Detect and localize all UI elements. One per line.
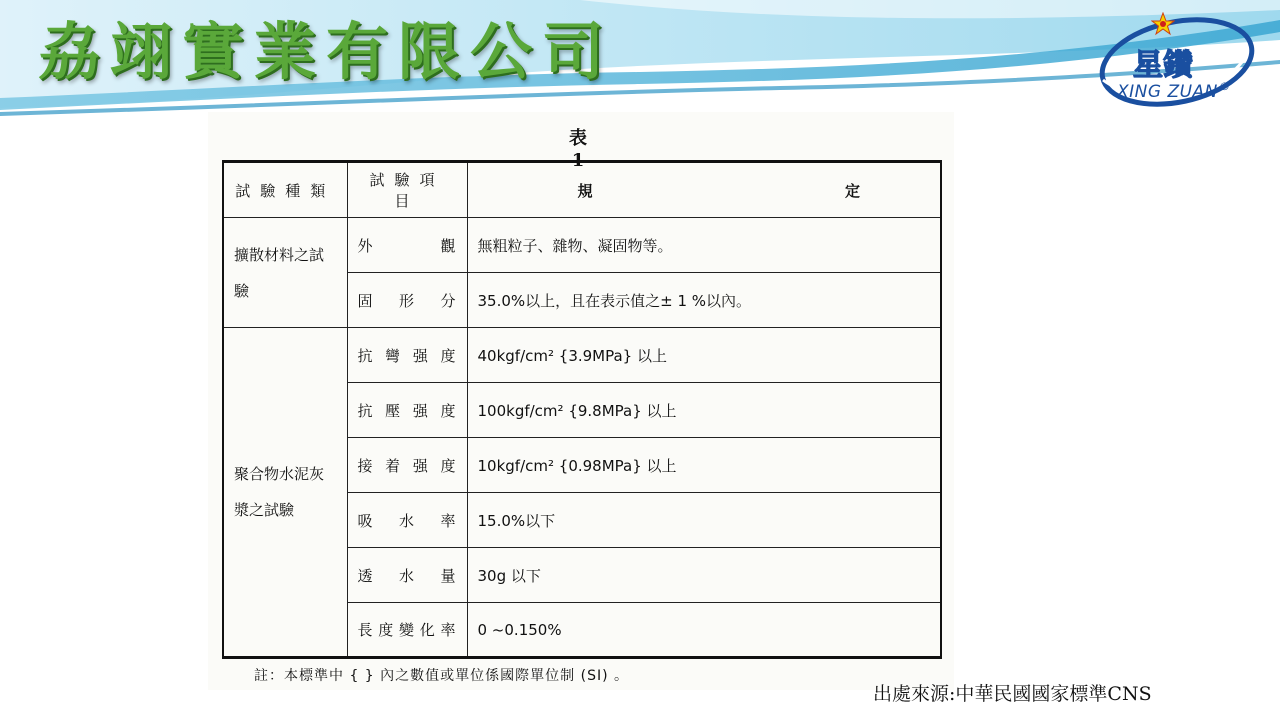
spec-cell: 35.0%以上，且在表示值之± 1 %以內。 [467, 273, 941, 328]
test-item-char: 彎 [385, 346, 402, 365]
registered-mark: ® [1219, 80, 1230, 93]
header-test-type: 試驗種類 [223, 162, 347, 218]
test-item-char: 度 [440, 401, 457, 420]
test-item-char: 率 [440, 511, 457, 530]
test-item-char: 水 [398, 511, 415, 530]
header-spec-left: 規 [577, 181, 593, 200]
test-item-char: 接 [357, 456, 374, 475]
table-note: 註：本標準中 { } 內之數值或單位係國際單位制 (SI) 。 [254, 668, 630, 684]
test-item-char: 量 [440, 566, 457, 585]
test-item-char: 率 [440, 621, 457, 639]
spec-cell: 0 ~0.150% [467, 603, 941, 658]
spec-cell: 15.0%以下 [467, 493, 941, 548]
test-item-char: 抗 [357, 346, 374, 365]
test-item-char: 觀 [440, 236, 457, 255]
test-item-char: 固 [357, 291, 374, 310]
company-title: 劦翊實業有限公司 [38, 15, 615, 88]
test-item-char: 變 [398, 621, 415, 639]
table-row [223, 218, 941, 273]
test-item-cell [347, 328, 467, 383]
header-spec [467, 162, 941, 218]
spec-cell: 30g 以下 [467, 548, 941, 603]
test-item-cell [347, 273, 467, 328]
table-header-row [223, 162, 941, 218]
logo-cn-text: 星鑽 [1133, 48, 1193, 83]
brand-logo [1095, 10, 1255, 115]
test-item-cell [347, 218, 467, 273]
test-item-char: 吸 [357, 511, 374, 530]
test-item-char: 度 [440, 456, 457, 475]
test-item-char: 壓 [385, 401, 402, 420]
test-item-char: 透 [357, 566, 374, 585]
test-item-cell [347, 548, 467, 603]
test-item-cell [347, 383, 467, 438]
test-item-char: 着 [385, 456, 402, 475]
test-item-char: 外 [357, 236, 374, 255]
spec-cell: 10kgf/cm² {0.98MPa} 以上 [467, 438, 941, 493]
spec-table [222, 160, 942, 659]
test-item-char: 度 [440, 346, 457, 365]
test-type-cell: 聚合物水泥灰漿之試驗 [223, 328, 347, 658]
test-item-char: 長 [357, 621, 374, 639]
spec-cell: 40kgf/cm² {3.9MPa} 以上 [467, 328, 941, 383]
test-item-cell [347, 603, 467, 658]
scanned-spec-table [208, 112, 954, 690]
test-item-char: 强 [412, 456, 429, 475]
spec-cell: 100kgf/cm² {9.8MPa} 以上 [467, 383, 941, 438]
test-item-char: 形 [398, 291, 415, 310]
table-caption: 表 1 [569, 128, 617, 171]
test-item-char: 强 [412, 346, 429, 365]
table-row [223, 328, 941, 383]
test-item-char: 水 [398, 566, 415, 585]
star-icon [1151, 12, 1175, 36]
test-item-cell [347, 438, 467, 493]
test-item-cell [347, 493, 467, 548]
test-item-char: 强 [412, 401, 429, 420]
test-type-cell: 擴散材料之試驗 [223, 218, 347, 328]
header-test-item: 試驗項目 [347, 162, 467, 218]
test-item-char: 化 [419, 621, 436, 639]
header-spec-right: 定 [844, 181, 860, 200]
test-item-char: 度 [378, 621, 395, 639]
logo-en-text: XING ZUAN [1117, 82, 1218, 102]
source-citation: 出處來源:中華民國國家標準CNS [873, 683, 1152, 705]
test-item-char: 分 [440, 291, 457, 310]
spec-cell: 無粗粒子、雜物、凝固物等。 [467, 218, 941, 273]
test-item-char: 抗 [357, 401, 374, 420]
